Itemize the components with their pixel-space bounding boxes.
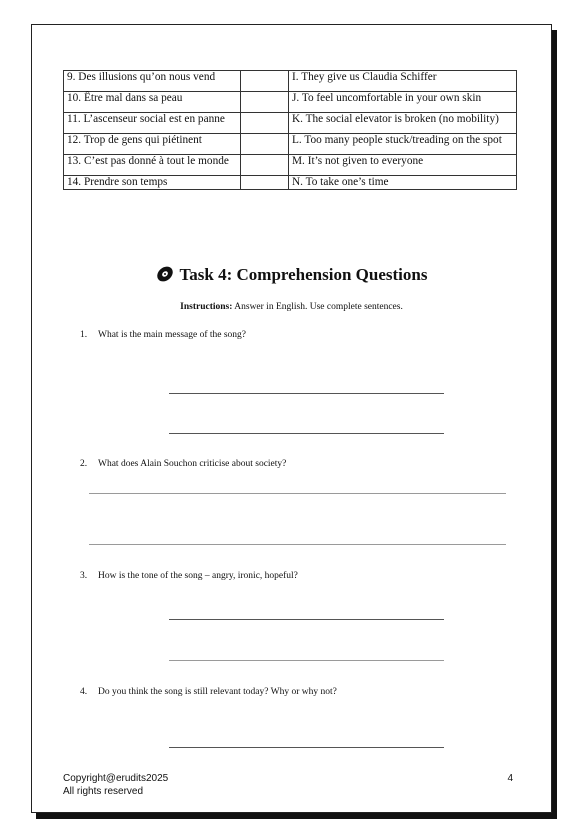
answer-line[interactable] xyxy=(169,747,444,748)
question-3 xyxy=(80,571,298,581)
question-text: What is the main message of the song? xyxy=(98,330,247,340)
french-phrase: 11. L’ascenseur social est en panne xyxy=(64,113,241,134)
answer-cell xyxy=(241,113,289,134)
answer-line[interactable] xyxy=(169,433,444,434)
table-row xyxy=(64,155,517,176)
question-2 xyxy=(80,459,286,469)
french-phrase: 12. Trop de gens qui piétinent xyxy=(64,134,241,155)
vocabulary-matching-table xyxy=(63,70,517,190)
document-page xyxy=(31,24,552,813)
table-row xyxy=(64,92,517,113)
english-translation: K. The social elevator is broken (no mobility) xyxy=(289,113,517,134)
question-4 xyxy=(80,687,337,697)
question-text: How is the tone of the song – angry, ironic, hopeful? xyxy=(98,571,298,581)
english-translation: N. To take one’s time xyxy=(289,176,517,190)
answer-line[interactable] xyxy=(169,660,444,661)
answer-cell xyxy=(241,155,289,176)
question-number: 2. xyxy=(80,459,88,469)
page-number: 4 xyxy=(507,773,513,784)
instructions-text: Answer in English. Use complete sentences. xyxy=(232,302,403,312)
french-phrase: 13. C’est pas donné à tout le monde xyxy=(64,155,241,176)
answer-cell xyxy=(241,176,289,190)
french-phrase: 9. Des illusions qu’on nous vend xyxy=(64,71,241,92)
question-1 xyxy=(80,330,246,340)
question-number: 1. xyxy=(80,330,88,340)
question-text: What does Alain Souchon criticise about society? xyxy=(98,459,287,469)
english-translation: I. They give us Claudia Schiffer xyxy=(289,71,517,92)
instructions xyxy=(32,302,551,312)
french-phrase: 14. Prendre son temps xyxy=(64,176,241,190)
question-number: 4. xyxy=(80,687,88,697)
table-row xyxy=(64,134,517,155)
table-row xyxy=(64,176,517,190)
footer xyxy=(63,773,168,798)
english-translation: M. It’s not given to everyone xyxy=(289,155,517,176)
table-row xyxy=(64,113,517,134)
answer-line[interactable] xyxy=(169,393,444,394)
table-row xyxy=(64,71,517,92)
question-text: Do you think the song is still relevant today? Why or why not? xyxy=(98,687,337,697)
english-translation: L. Too many people stuck/treading on the spot xyxy=(289,134,517,155)
answer-cell xyxy=(241,92,289,113)
rights-text: All rights reserved xyxy=(63,785,144,797)
answer-cell xyxy=(241,134,289,155)
answer-cell xyxy=(241,71,289,92)
task-heading xyxy=(32,265,551,288)
answer-line[interactable] xyxy=(89,544,506,545)
task-title: Task 4: Comprehension Questions xyxy=(179,265,428,284)
answer-line[interactable] xyxy=(169,619,444,620)
copyright-text: Copyright@erudits2025 xyxy=(63,773,169,784)
question-number: 3. xyxy=(80,571,88,581)
answer-line[interactable] xyxy=(89,493,506,494)
vinyl-record-icon xyxy=(156,265,174,288)
instructions-label: Instructions: xyxy=(180,302,233,312)
french-phrase: 10. Être mal dans sa peau xyxy=(64,92,241,113)
english-translation: J. To feel uncomfortable in your own skin xyxy=(289,92,517,113)
